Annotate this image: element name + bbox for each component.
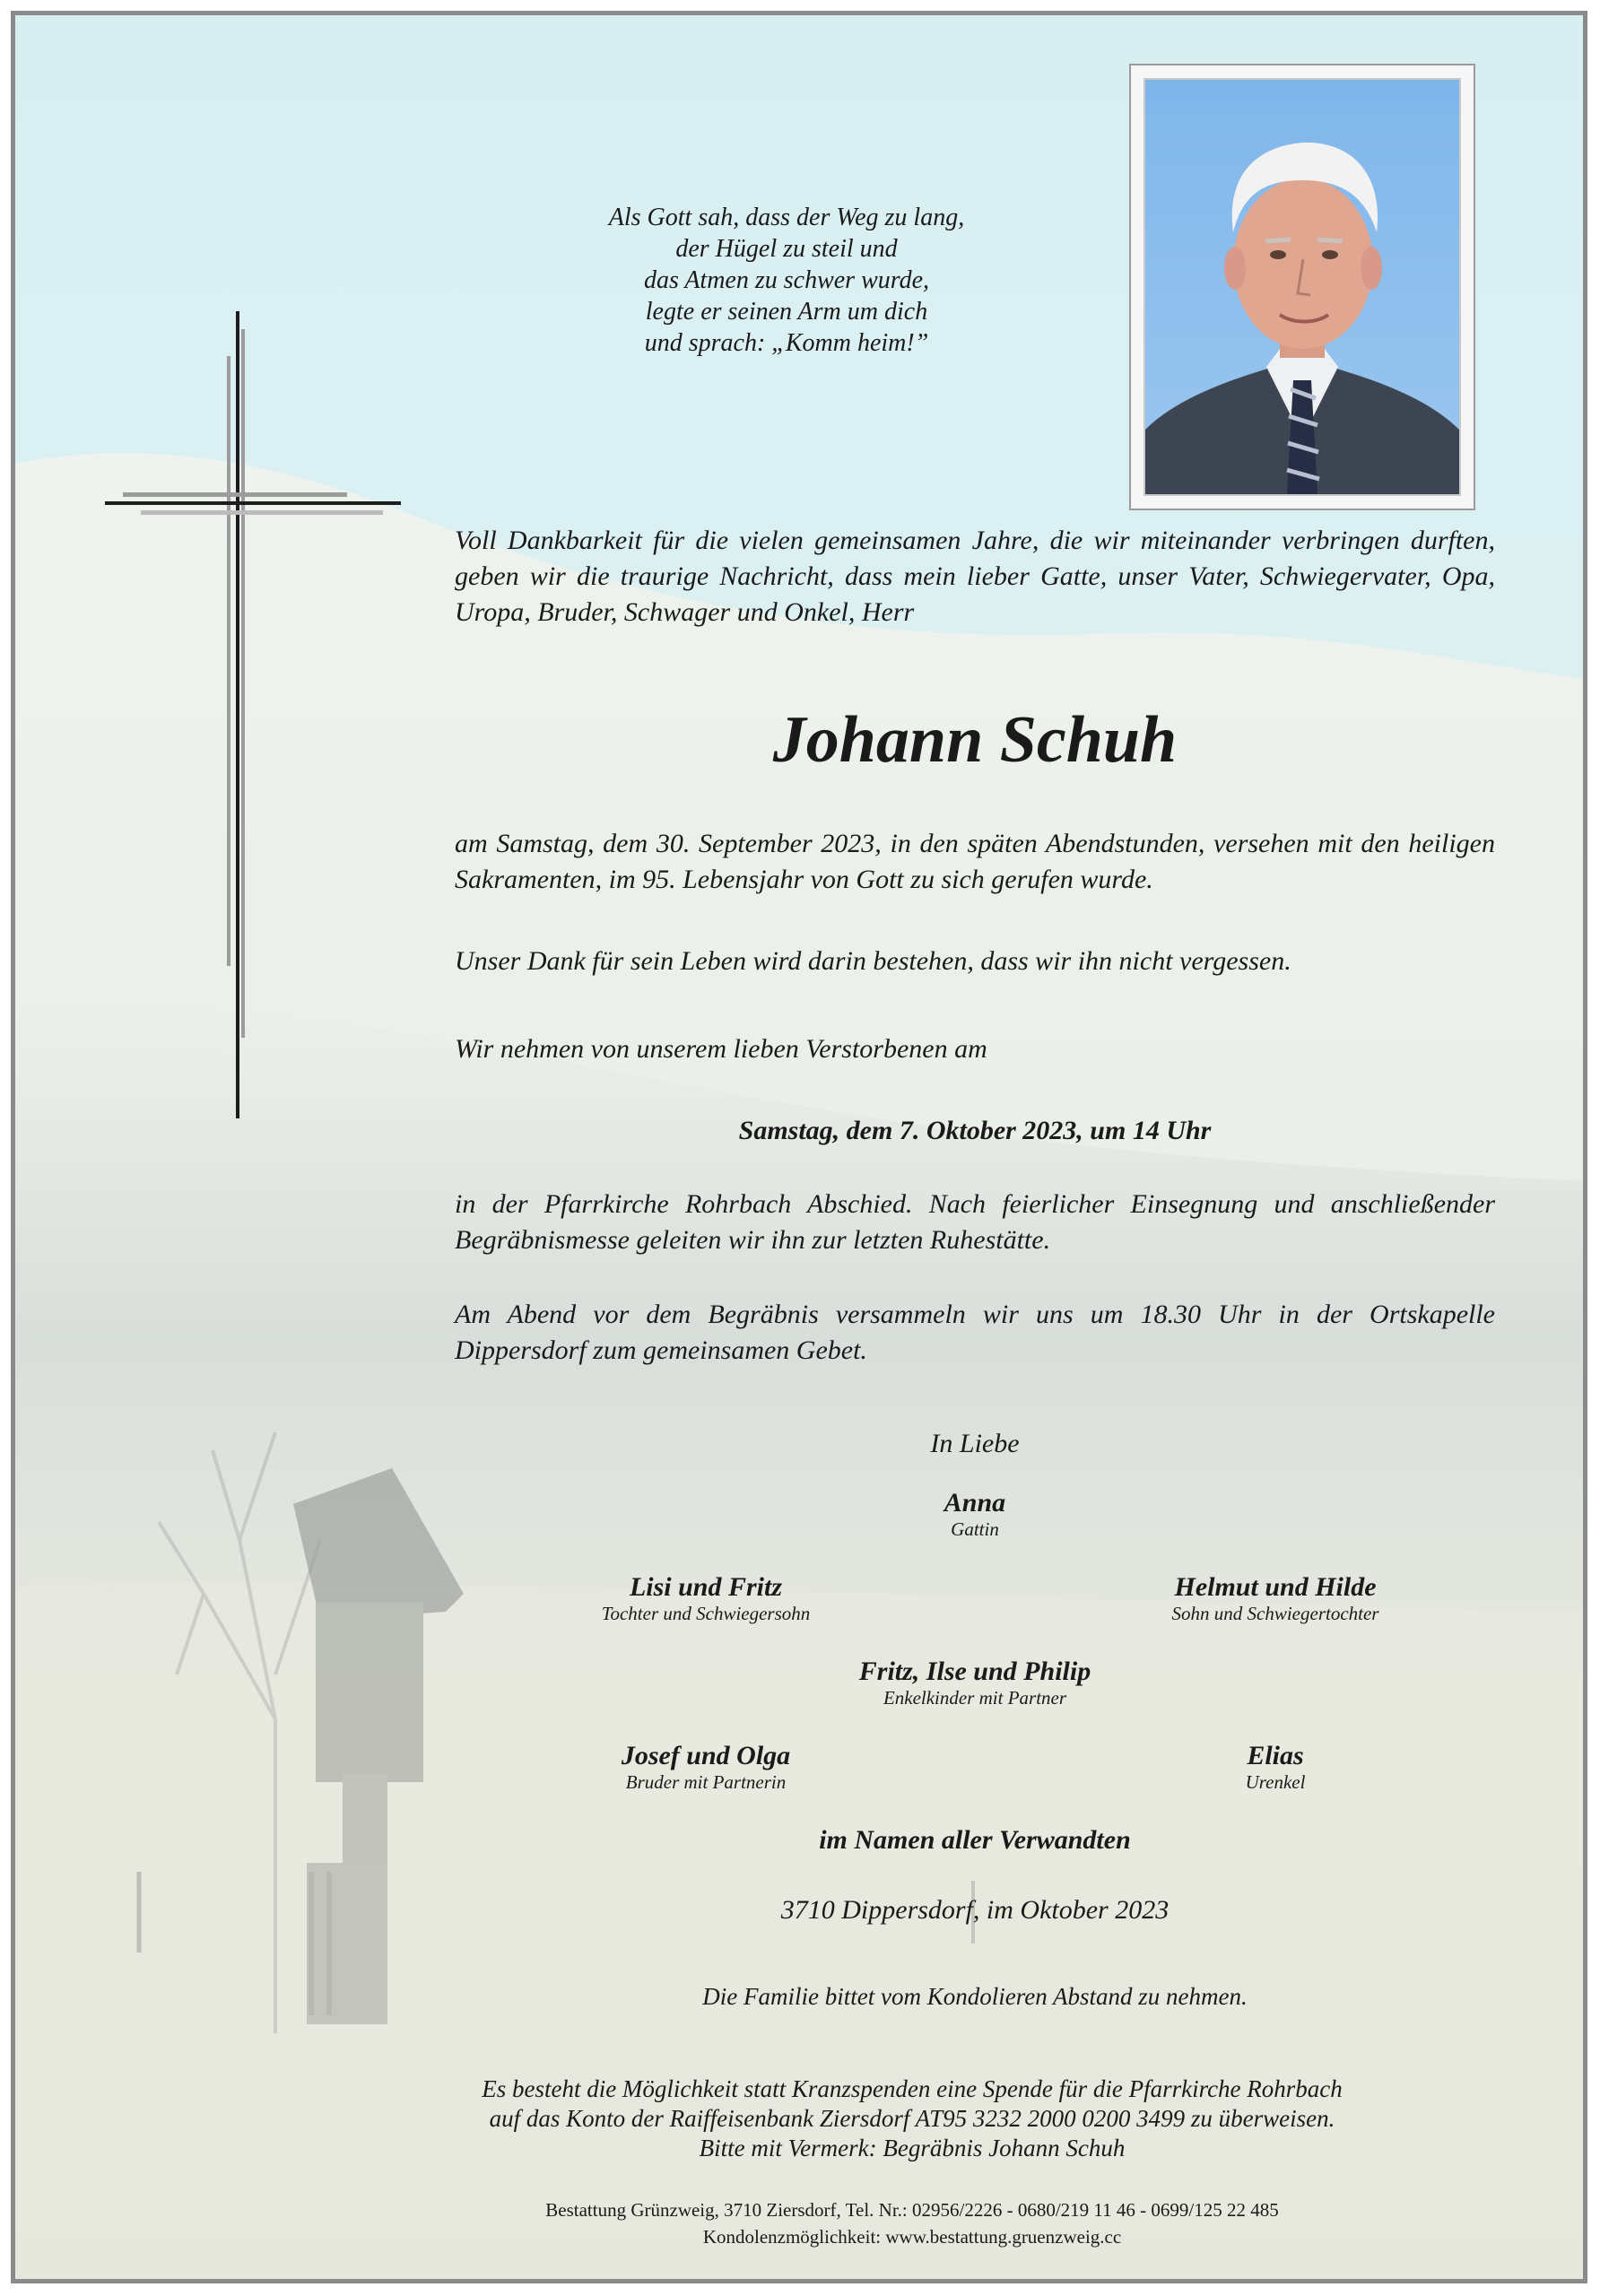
footer — [284, 2196, 1540, 2250]
farewell-intro: Wir nehmen von unserem lieben Verstorbenen am — [455, 1034, 987, 1064]
cross-icon — [105, 311, 410, 1118]
grandchildren-name: Fritz, Ilse und Philip — [858, 1657, 1091, 1686]
poem-line: das Atmen zu schwer wurde, — [643, 266, 930, 294]
place-date: 3710 Dippersdorf, im Oktober 2023 — [780, 1895, 1170, 1925]
intro-paragraph: Voll Dankbarkeit für die vielen gemeinsamen Jahre, die wir miteinander verbringen durften, geben wir die traurige Nachricht, dass mein lieber Gatte, unser Vater, Schwiegervater, Opa, Uropa, Bruder, Schwager und Onkel, Herr — [455, 526, 1495, 627]
donation-notice — [284, 2074, 1540, 2163]
family-spouse — [813, 1488, 1136, 1541]
family-children-left — [517, 1572, 894, 1625]
children-left-name: Lisi und Fritz — [629, 1572, 783, 1602]
sibling-name: Josef und Olga — [621, 1741, 791, 1770]
spouse-name: Anna — [943, 1488, 1006, 1518]
grandchildren-role: Enkelkinder mit Partner — [883, 1687, 1067, 1709]
funeral-home-contact: Bestattung Grünzweig, 3710 Ziersdorf, Tel. Nr.: 02956/2226 - 0680/219 11 46 - 0699/125 22 485 — [545, 2199, 1279, 2221]
spouse-role: Gattin — [951, 1518, 999, 1540]
poem-line: Als Gott sah, dass der Weg zu lang, — [608, 204, 965, 231]
donation-line: Es besteht die Möglichkeit statt Kranzspenden eine Spende für die Pfarrkirche Rohrbach — [482, 2075, 1343, 2102]
children-right-role: Sohn und Schwiegertochter — [1171, 1603, 1379, 1624]
evening-prayer: Am Abend vor dem Begräbnis versammeln wir uns um 18.30 Uhr in der Ortskapelle Dippersdorf zum gemeinsamen Gebet. — [455, 1300, 1495, 1365]
thanks-paragraph: Unser Dank für sein Leben wird darin bestehen, dass wir ihn nicht vergessen. — [455, 946, 1291, 976]
portrait-photo — [1143, 78, 1461, 496]
great-grandchild-name: Elias — [1247, 1741, 1304, 1770]
page-frame — [11, 11, 1587, 2283]
condolence-request: Die Familie bittet vom Kondolieren Abstand zu nehmen. — [702, 1983, 1248, 2010]
donation-line: Bitte mit Vermerk: Begräbnis Johann Schuh — [699, 2135, 1126, 2161]
donation-line: auf das Konto der Raiffeisenbank Ziersdorf AT95 3232 2000 0200 3499 zu überweisen. — [489, 2105, 1335, 2132]
sibling-role: Bruder mit Partnerin — [625, 1771, 787, 1793]
death-notice: am Samstag, dem 30. September 2023, in den späten Abendstunden, versehen mit den heiligen Sakramenten, im 95. Lebensjahr von Gott zu sich gerufen wurde. — [455, 829, 1495, 894]
deceased-name: Johann Schuh — [772, 703, 1178, 777]
funeral-place: in der Pfarrkirche Rohrbach Abschied. Nach feierlicher Einsegnung und anschließender Begräbnismesse geleiten wir ihn zur letzten Ruhestätte. — [455, 1189, 1495, 1255]
family-grandchildren — [796, 1657, 1154, 1709]
all-relatives: im Namen aller Verwandten — [819, 1825, 1131, 1855]
children-left-role: Tochter und Schwiegersohn — [601, 1603, 811, 1624]
poem-line: legte er seinen Arm um dich — [645, 298, 928, 326]
poem-line: und sprach: „Komm heim!” — [644, 329, 929, 357]
condolence-website: Kondolenzmöglichkeit: www.bestattung.gruenzweig.cc — [702, 2226, 1122, 2248]
portrait-illustration — [1145, 80, 1459, 494]
great-grandchild-role: Urenkel — [1245, 1771, 1306, 1793]
in-love-label: In Liebe — [930, 1429, 1020, 1458]
portrait-frame — [1129, 64, 1475, 510]
funeral-date: Samstag, dem 7. Oktober 2023, um 14 Uhr — [738, 1116, 1212, 1145]
children-right-name: Helmut und Hilde — [1174, 1572, 1377, 1602]
poem-line: der Hügel zu steil und — [675, 235, 898, 263]
family-great-grandchild — [1096, 1741, 1455, 1794]
poem — [526, 202, 1047, 359]
family-children-right — [1087, 1572, 1464, 1625]
family-sibling — [526, 1741, 885, 1794]
